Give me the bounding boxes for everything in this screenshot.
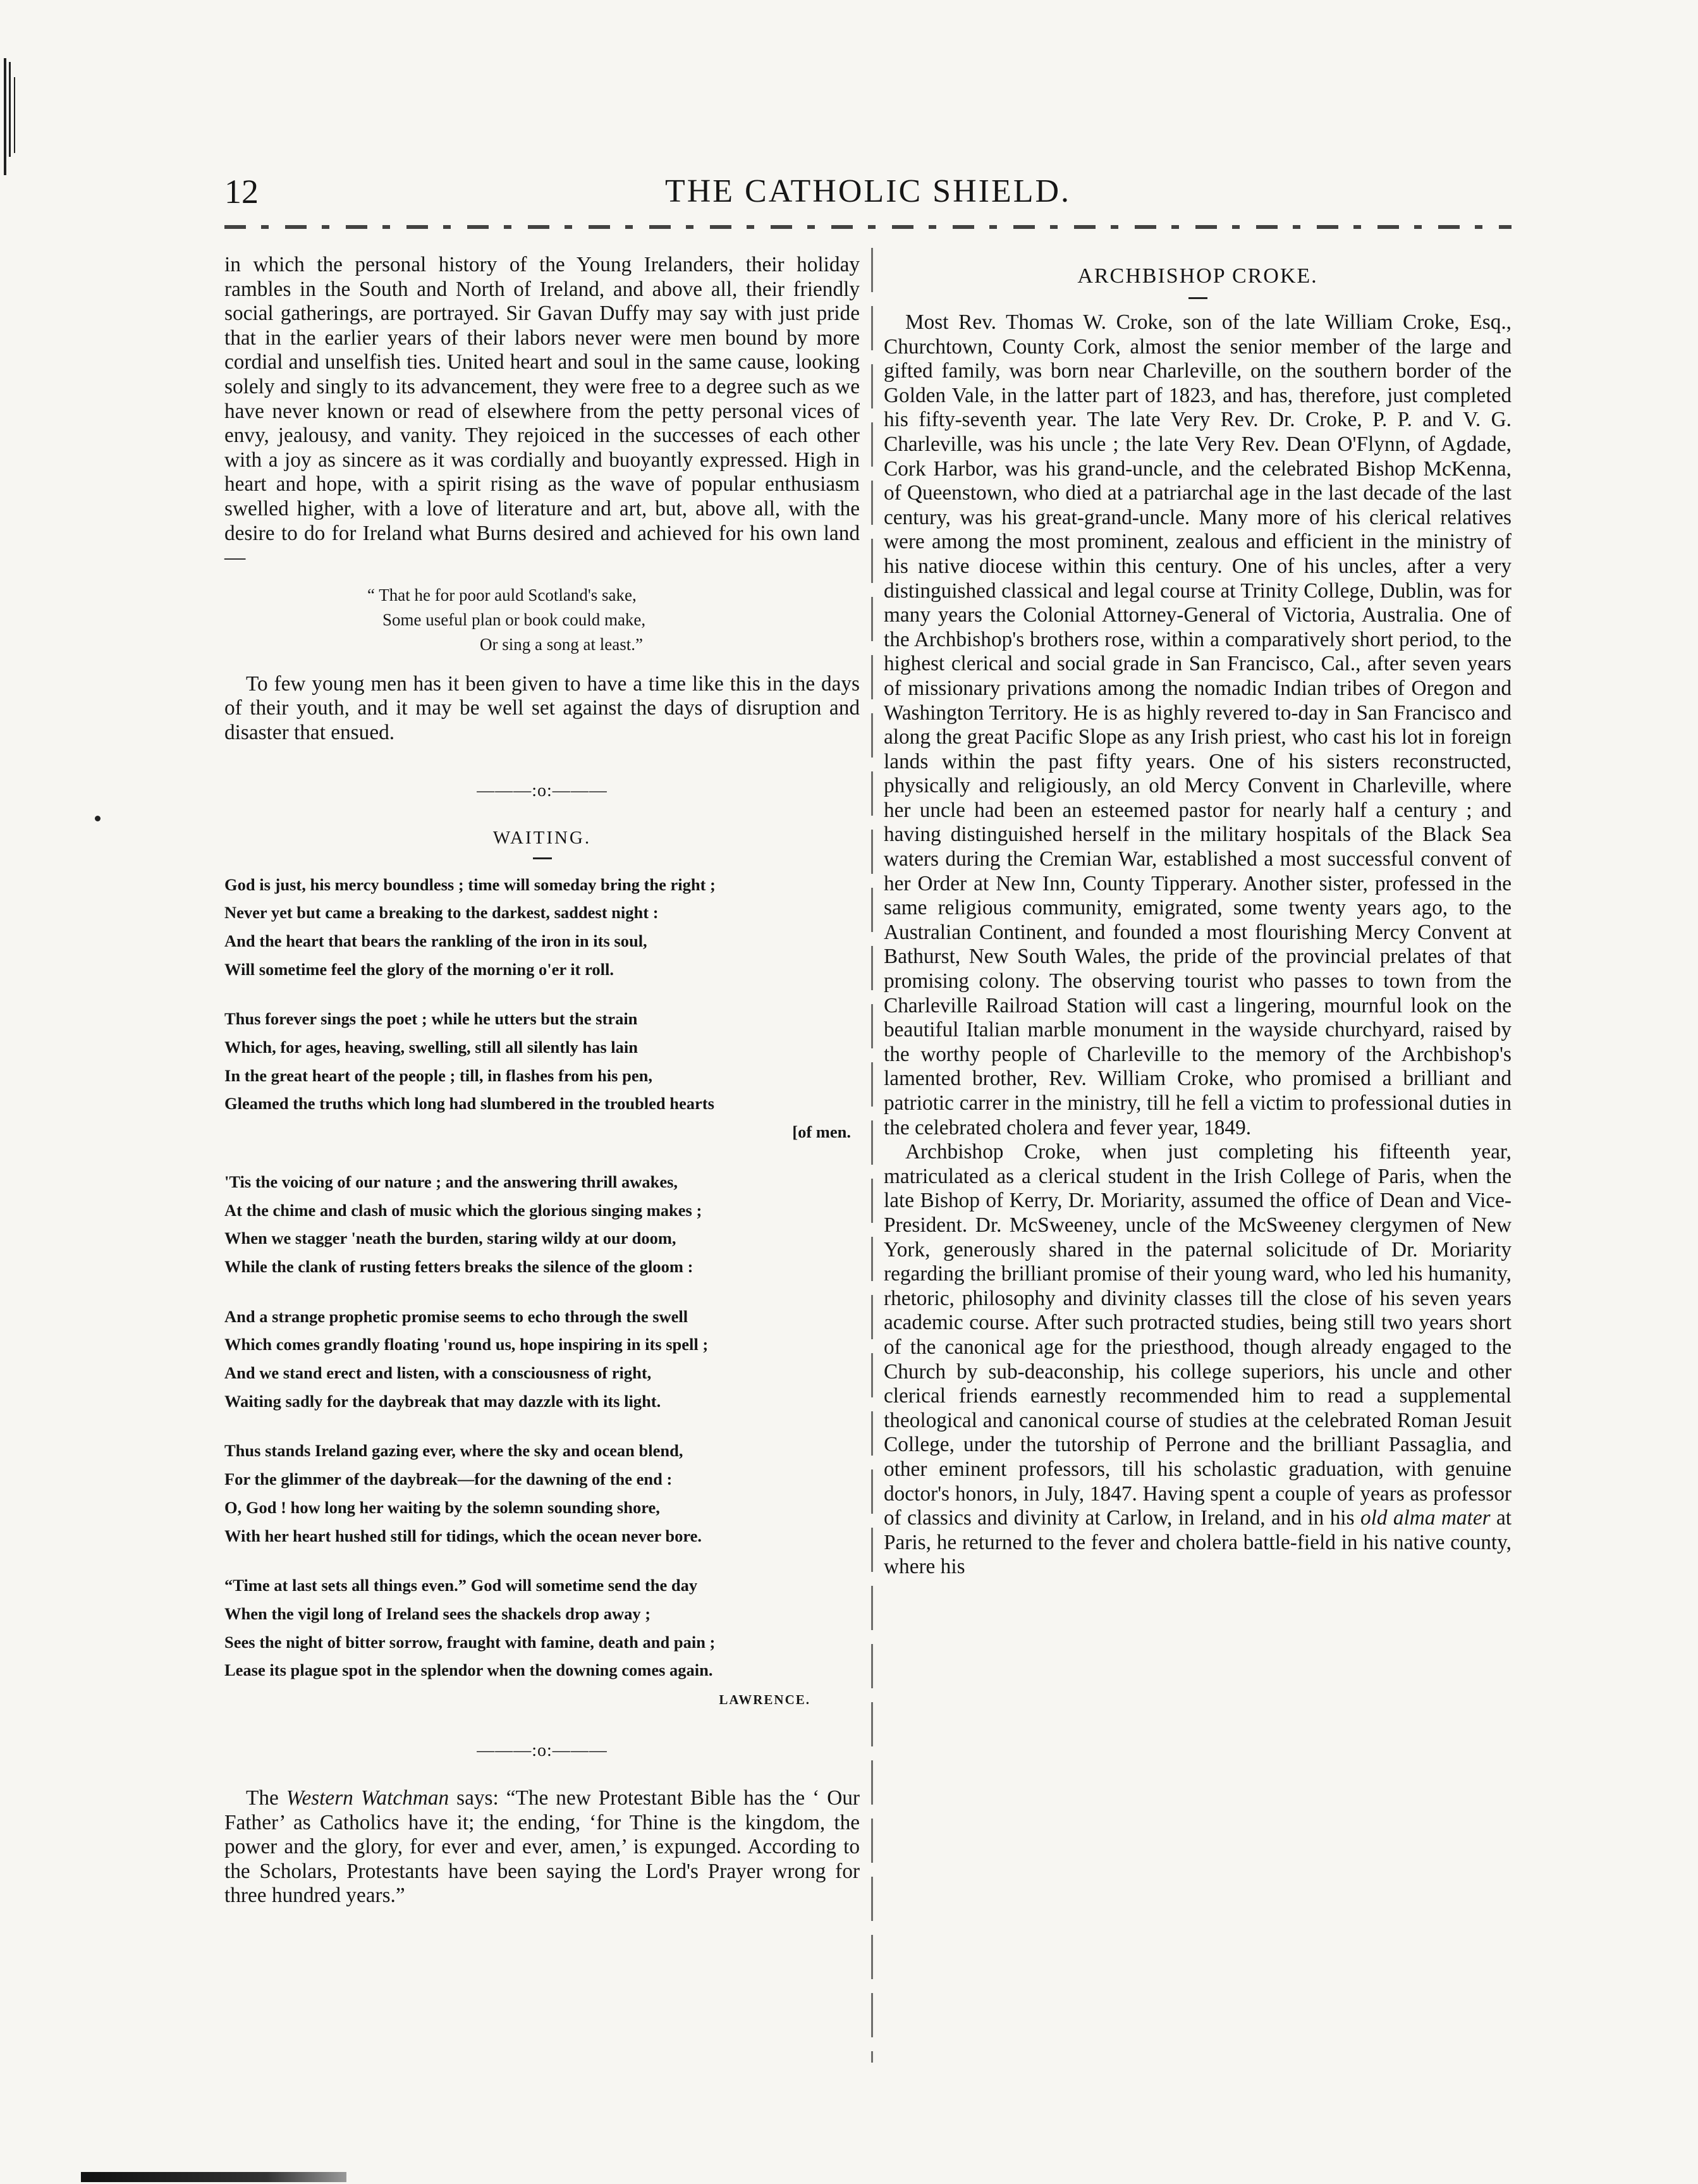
- title-dash: [533, 857, 552, 859]
- poem-line: Waiting sadly for the daybreak that may dazzle with its light.: [224, 1391, 661, 1411]
- poem-line: With her heart hushed still for tidings, which the ocean never bore.: [224, 1526, 702, 1545]
- poem-line: Will sometime feel the glory of the morning o'er it roll.: [224, 959, 614, 979]
- poem-line: O, God ! how long her waiting by the solemn sounding shore,: [224, 1497, 660, 1517]
- poem-author: LAWRENCE.: [719, 1692, 810, 1708]
- poem-line: And a strange prophetic promise seems to echo through the swell: [224, 1306, 688, 1326]
- croke-biography-paragraph: Most Rev. Thomas W. Croke, son of the late William Croke, Esq., Churchtown, County Cork, almost the senior member of the large and gifted family, was born near Charleville, on the southern border of the Golden Vale, in the latter part of 1823, and has, therefore, just completed his fifty-seventh year. The late Very Rev. Dr. Croke, P. P. and V. G. Charleville, was his uncle ; the late Very Rev. Dean O'Flynn, of Agdade, Cork Harbor, was his grand-uncle, and the celebrated Bishop McKenna, of Queenstown, who died at a patriarchal age in the last decade of the last century, was his great-grand-uncle. Many more of his clerical relatives were among the most prominent, zealous and efficient in the ministry of his native diocese within this century. One of his uncles, after a very distinguished classical and legal course at Trinity College, Dublin, was for many years the Colonial Attorney-General of Victoria, Australia. One of the Archbishop's brothers rose, within a comparatively short period, to the highest clerical and social grade in San Francisco, Cal., after seven years of missionary privations among the nomadic Indian tribes of Oregon and Washington Territory. He is as highly revered to-day in San Francisco and along the great Pacific Slope as any Irish priest, who cast his lot in foreign lands within the past fifty years. One of his sisters reconstructed, physically and religiously, an old Mercy Convent in Charleville, where her uncle had been an esteemed pastor for nearly half a century ; and having distinguished herself in the military hospitals of the Black Sea waters during the Cremian War, established a most successful convent of her Order at New Inn, County Tipperary. Another sister, professed in the same religious community, emigrated, some twenty years ago, to the Australian Continent, and founded a most flourishing Mercy Convent at Bathurst, New South Wales, the pride of the provincial prelates of that promising colony. The observing tourist who passes to town from the Charleville Railroad Station will cast a lingering, mournful look on the beautiful Italian marble monument in the wayside churchyard, raised by the worthy people of Charleville to the memory of the Archbishop's lamented brother, Rev. William Croke, who promised a brilliant and patriotic carrer in the ministry, till he fell a victim to professional duties in the celebrated cholera and fever year, 1849.: [884, 310, 1512, 1139]
- journal-title: THE CATHOLIC SHIELD.: [664, 173, 1072, 209]
- closing-paragraph: To few young men has it been given to have a time like this in the days of their youth, and it may be well set against the days of disruption and disaster that ensued.: [224, 672, 860, 744]
- western-watchman-paragraph: [224, 1786, 860, 1908]
- left-column: [224, 253, 860, 1908]
- poem-stanza: [224, 1168, 860, 1281]
- poem-line: For the glimmer of the daybreak—for the dawning of the end :: [224, 1469, 673, 1489]
- poem-line-tail: [of men.: [792, 1122, 851, 1142]
- poem-line: 'Tis the voicing of our nature ; and the answering thrill awakes,: [224, 1172, 678, 1191]
- column-divider: [871, 248, 873, 2063]
- poem: [224, 871, 860, 1685]
- poem-stanza: [224, 1437, 860, 1550]
- title-dash: [1188, 297, 1207, 299]
- alma-mater-phrase: old alma mater: [1360, 1506, 1491, 1530]
- stray-ink-dot: [95, 816, 101, 821]
- scan-edge-marks: [1, 58, 19, 178]
- page-number: 12: [224, 173, 259, 211]
- poem-line: Thus stands Ireland gazing ever, where the sky and ocean blend,: [224, 1441, 683, 1461]
- poem-line: Which comes grandly floating 'round us, hope inspiring in its spell ;: [224, 1335, 709, 1354]
- right-column: [884, 259, 1512, 1580]
- poem-stanza: [224, 1005, 860, 1146]
- page-header: [224, 169, 1512, 220]
- quote-line: Some useful plan or book could make,: [382, 610, 646, 629]
- article-title: ARCHBISHOP CROKE.: [1077, 264, 1318, 288]
- scan-edge-bar: [81, 2172, 346, 2182]
- section-separator: ———:o:———: [477, 1741, 608, 1761]
- poem-line: “Time at last sets all things even.” God will sometime send the day: [224, 1576, 698, 1595]
- poem-line: God is just, his mercy boundless ; time will someday bring the right ;: [224, 874, 716, 894]
- quote-line: “ That he for poor auld Scotland's sake,: [367, 585, 637, 604]
- publication-name: Western Watchman: [286, 1786, 449, 1810]
- poem-line: And the heart that bears the rankling of the iron in its soul,: [224, 931, 647, 950]
- poem-line: Never yet but came a breaking to the darkest, saddest night :: [224, 903, 659, 923]
- education-text-end: at Paris, he returned to the fever and cholera battle-field in his native county, where his: [884, 1506, 1512, 1579]
- poem-line: While the clank of rusting fetters breaks the silence of the gloom :: [224, 1256, 693, 1276]
- watchman-lead: The: [246, 1786, 286, 1810]
- poem-stanza: [224, 1571, 860, 1684]
- burns-quote: [224, 583, 860, 657]
- quote-line: Or sing a song at least.”: [480, 634, 643, 654]
- poem-line: Thus forever sings the poet ; while he utters but the strain: [224, 1009, 638, 1029]
- watchman-text: says: “The new Protestant Bible has the ‘ Our Father’ as Catholics have it; the ending, ‘for Thine is the kingdom, the power and the glory, for ever and ever, amen,’ is expunged. According to the Scholars, Protestants have been saying the Lord's Prayer wrong for three hundred years.”: [224, 1786, 860, 1908]
- poem-title: WAITING.: [492, 827, 592, 848]
- education-text: Archbishop Croke, when just completing his fifteenth year, matriculated as a clerical student in the Irish College of Paris, when the late Bishop of Kerry, Dr. Moriarity, assumed the office of Dean and Vice-President. Dr. McSweeney, uncle of the McSweeney clergymen of New York, generously shared in the paternal solicitude of Dr. Moriarity regarding the brilliant promise of their young ward, who led his humanity, rhetoric, philosophy and divinity classes till the close of his seven years academic course. After such protracted studies, being still two years short of the canonical age for the priesthood, though already engaged to the Church by sub-deaconship, his college superiors, his uncle and other clerical friends earnestly recommended him to read a supplemental theological and canonical course of studies at the celebrated Roman Jesuit College, under the tutorship of Perrone and the brilliant Passaglia, and other eminent professors, till his scholastic graduation, with genuine doctor's honors, in July, 1847. Having spent a couple of years as professor of classics and divinity at Carlow, in Ireland, and in his: [884, 1140, 1512, 1530]
- poem-line: Sees the night of bitter sorrow, fraught with famine, death and pain ;: [224, 1632, 716, 1652]
- poem-stanza: [224, 1303, 860, 1416]
- section-separator: ———:o:———: [477, 780, 608, 801]
- poem-line: Lease its plague spot in the splendor when the downing comes again.: [224, 1660, 713, 1680]
- poem-stanza: [224, 871, 860, 984]
- poem-line: In the great heart of the people ; till, in flashes from his pen,: [224, 1065, 652, 1085]
- header-rule: [224, 225, 1512, 229]
- poem-line: When the vigil long of Ireland sees the shackels drop away ;: [224, 1604, 651, 1623]
- croke-education-paragraph: [884, 1140, 1512, 1580]
- poem-line: And we stand erect and listen, with a consciousness of right,: [224, 1363, 652, 1383]
- poem-line: Which, for ages, heaving, swelling, still all silently has lain: [224, 1038, 638, 1057]
- poem-line: When we stagger 'neath the burden, staring wildy at our doom,: [224, 1229, 676, 1248]
- poem-line: Gleamed the truths which long had slumbered in the troubled hearts: [224, 1094, 714, 1113]
- young-irelanders-paragraph: in which the personal history of the Young Irelanders, their holiday rambles in the South and North of Ireland, and above all, their friendly social gatherings, are portrayed. Sir Gavan Duffy may say with just pride that in the earlier years of their labors never were men bound by more cordial and unselfish ties. United heart and soul in the same cause, looking solely and singly to its advancement, they were free to a degree such as we have never known or read of elsewhere from the petty personal vices of envy, jealousy, and vanity. They rejoiced in the successes of each other with a joy as sincere as it was cordially and buoyantly expressed. High in heart and hope, with a spirit rising as the wave of popular enthusiasm swelled higher, with a love of literature and art, but, above all, with the desire to do for Ireland what Burns desired and achieved for his own land—: [224, 253, 860, 570]
- poem-line: At the chime and clash of music which the glorious singing makes ;: [224, 1200, 702, 1220]
